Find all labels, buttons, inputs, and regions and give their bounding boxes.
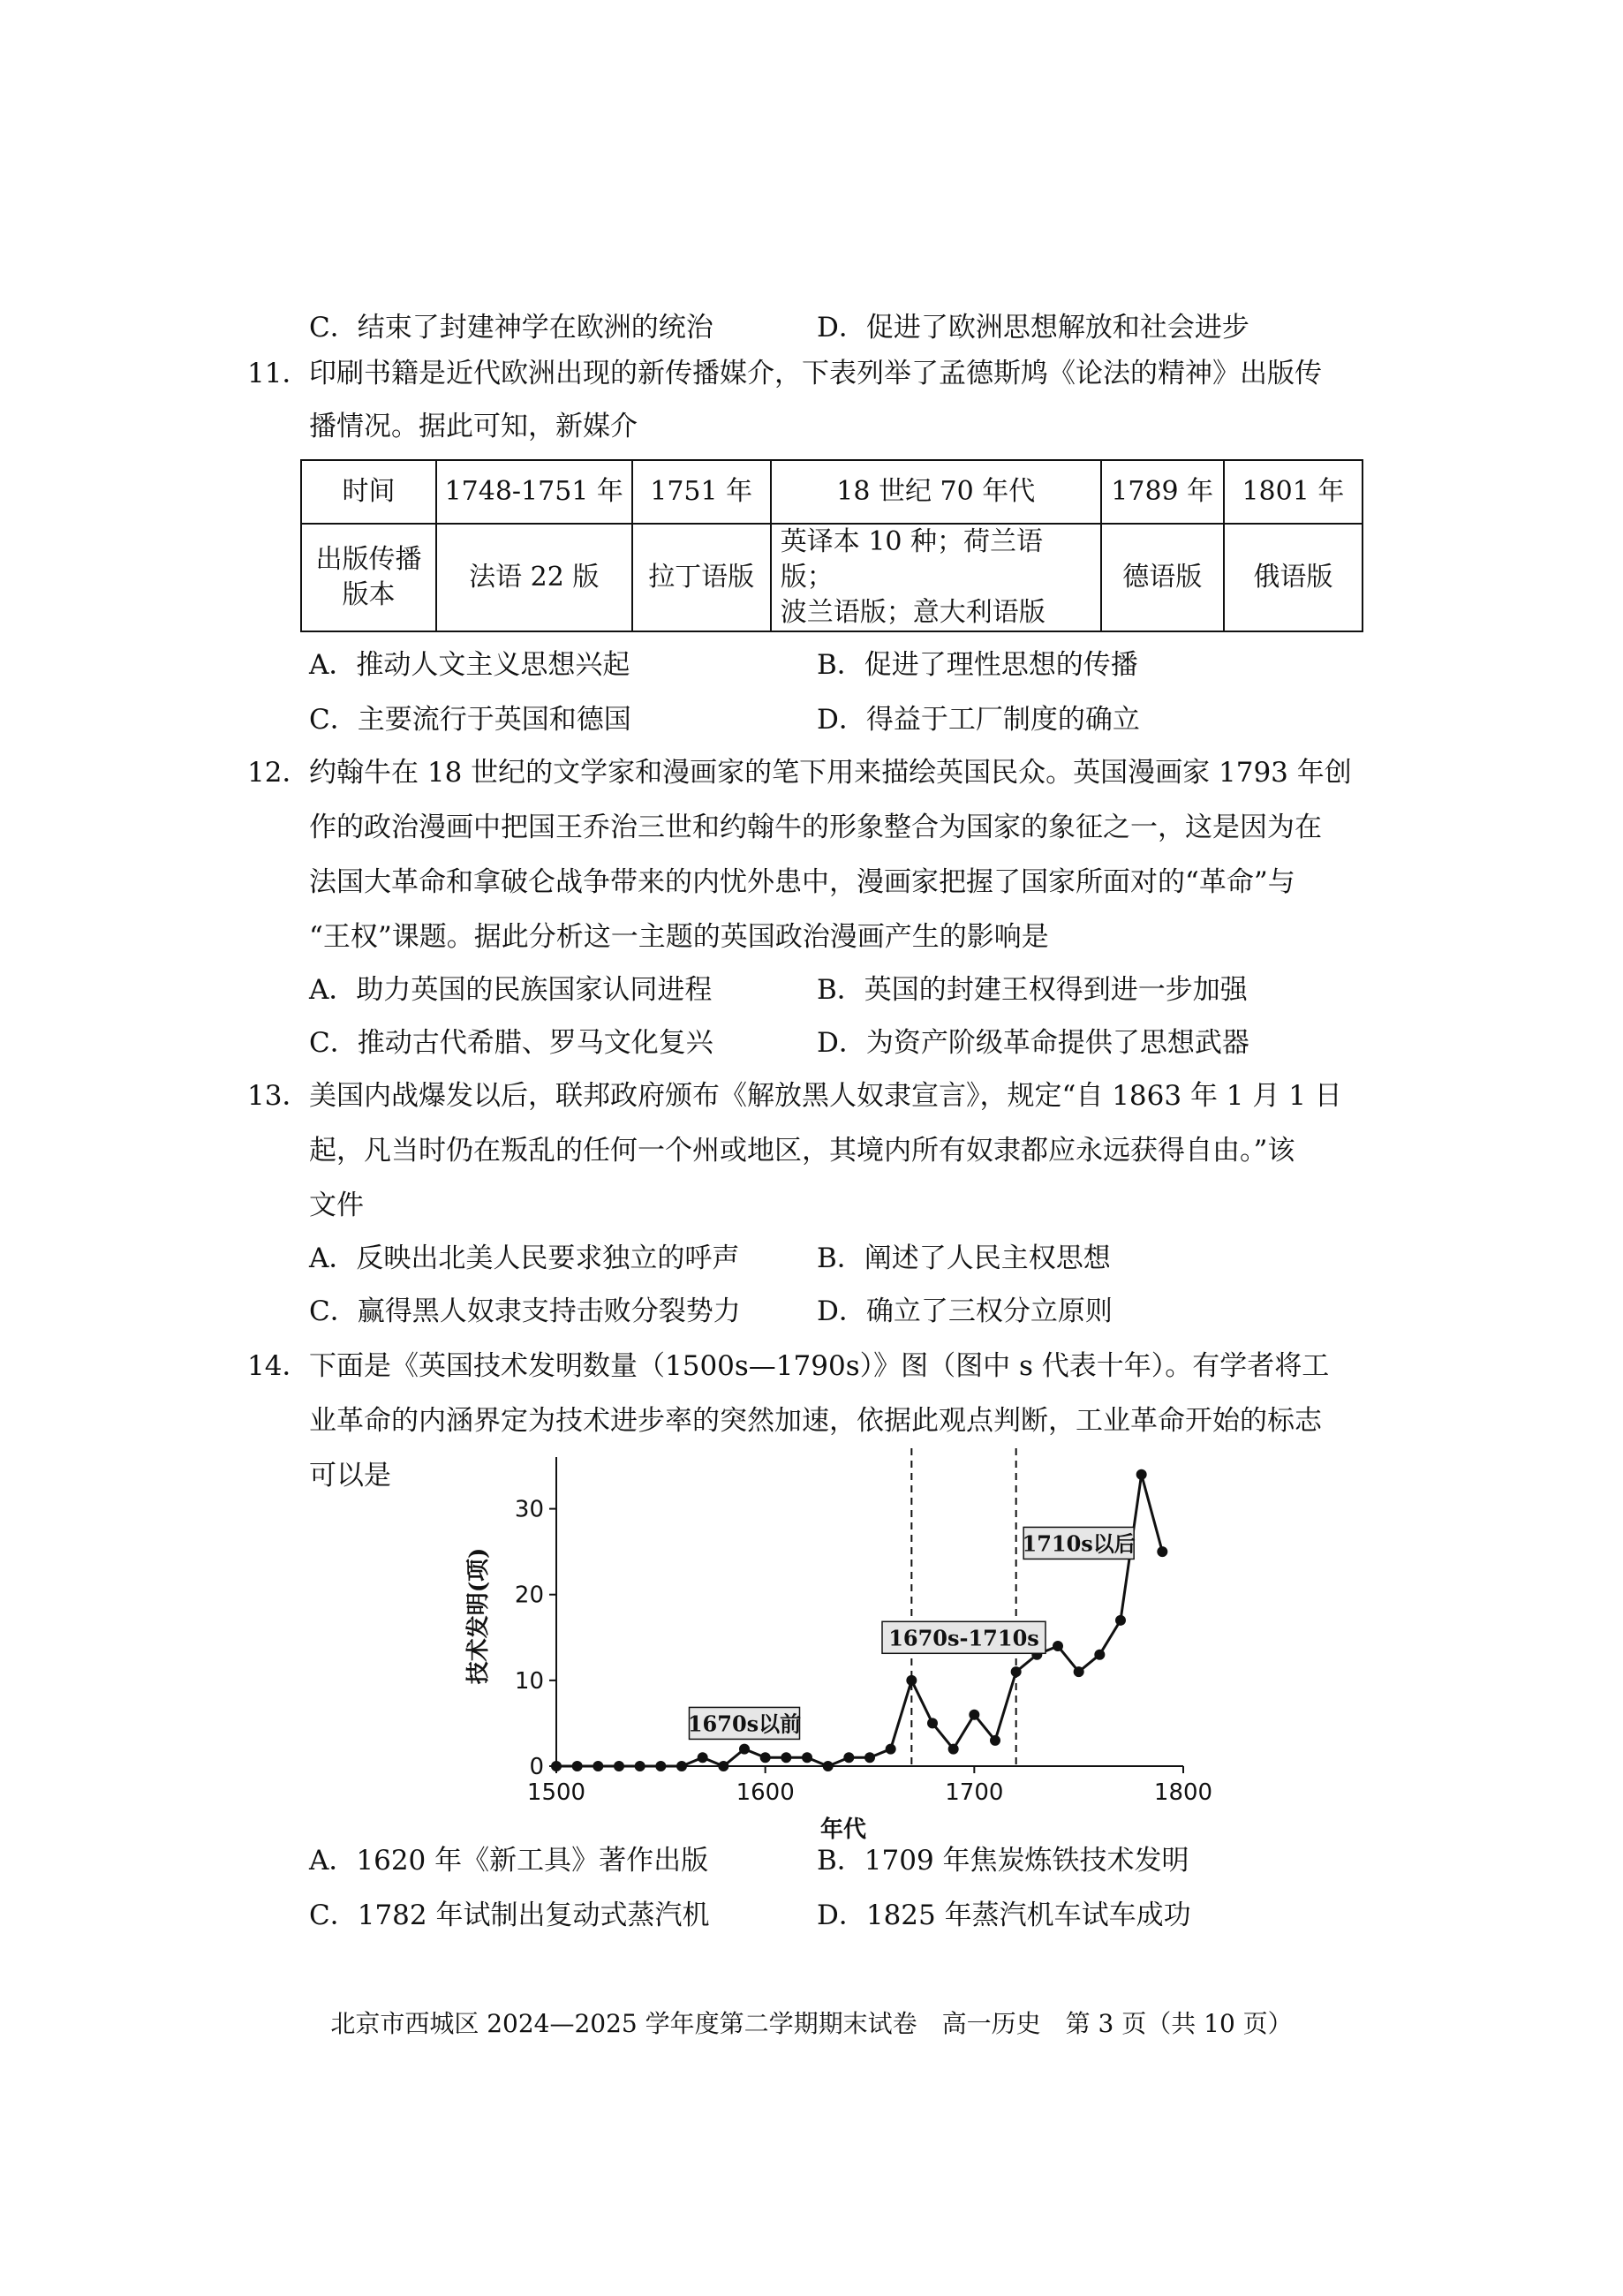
q13-stem-line1: 美国内战爆发以后，联邦政府颁布《解放黑人奴隶宣言》，规定“自 1863 年 1 月 1 日 [309,1080,1342,1112]
x-axis-label: 年代 [819,1816,867,1843]
y-tick-label: 0 [529,1754,544,1780]
data-point [990,1735,1000,1746]
table-row-label [301,524,436,631]
q12-option-a: A．助力英国的民族国家认同进程 [309,974,713,1006]
q12-stem-line1: 约翰牛在 18 世纪的文学家和漫画家的笔下用来描绘英国民众。英国漫画家 1793 年创 [309,757,1352,789]
q14-option-d: D．1825 年蒸汽机车试车成功 [817,1899,1191,1931]
q13-number: 13． [247,1080,310,1112]
data-point [551,1761,562,1771]
x-tick-label: 1600 [736,1779,795,1806]
q14-stem-line2: 业革命的内涵界定为技术进步率的突然加速，依据此观点判断，工业革命开始的标志 [309,1405,1322,1437]
table-header-cell: 1801 年 [1224,460,1363,524]
x-tick-label: 1500 [526,1779,586,1806]
table-header-cell: 1789 年 [1101,460,1224,524]
row-label-line2: 版本 [342,579,396,610]
q13-option-c: C．赢得黑人奴隶支持击败分裂势力 [309,1295,741,1327]
data-point [823,1761,834,1771]
q11-stem-line1: 印刷书籍是近代欧洲出现的新传播媒介，下表列举了孟德斯鸠《论法的精神》出版传 [309,358,1322,389]
period-annotation-label: 1670s以前 [687,1711,802,1737]
data-point [593,1761,603,1771]
q10-option-c: C．结束了封建神学在欧洲的统治 [309,312,713,344]
q11-option-b: B．促进了理性思想的传播 [817,649,1138,681]
q10-option-d: D．促进了欧洲思想解放和社会进步 [817,312,1249,344]
data-point [1074,1666,1084,1677]
data-point [906,1675,917,1686]
data-point [739,1744,750,1755]
q11-option-c: C．主要流行于英国和德国 [309,704,631,736]
q14-stem-line1: 下面是《英国技术发明数量（1500s—1790s）》图（图中 s 代表十年）。有学者将工 [309,1350,1330,1382]
q12-number: 12． [247,757,310,789]
data-point [781,1752,791,1763]
table-row [301,524,1363,631]
table-cell: 俄语版 [1224,524,1363,631]
period-annotation-label: 1710s以后 [1022,1530,1136,1557]
data-point [635,1761,645,1771]
data-point [572,1761,583,1771]
q12-option-d: D．为资产阶级革命提供了思想武器 [817,1027,1249,1059]
page-footer: 北京市西城区 2024—2025 学年度第二学期期末试卷 高一历史 第 3 页（共 10 页） [330,2009,1293,2038]
table-header-cell: 1748-1751 年 [436,460,632,524]
y-tick-label: 30 [514,1496,544,1523]
x-tick-label: 1800 [1153,1779,1213,1806]
data-point [1157,1546,1167,1557]
inventions-chart [459,1448,1219,1846]
q11-option-d: D．得益于工厂制度的确立 [817,704,1140,736]
inventions-line-chart [459,1448,1219,1846]
q12-stem-line2: 作的政治漫画中把国王乔治三世和约翰牛的形象整合为国家的象征之一，这是因为在 [309,812,1322,843]
table-cell: 拉丁语版 [632,524,771,631]
table-header-cell: 18 世纪 70 年代 [771,460,1101,524]
table-cell-line2: 波兰语版；意大利语版 [780,597,1046,628]
x-tick-label: 1700 [945,1779,1004,1806]
y-tick-label: 10 [514,1667,544,1695]
q12-option-b: B．英国的封建王权得到进一步加强 [817,974,1248,1006]
data-point [1115,1615,1126,1626]
data-point [864,1752,875,1763]
q13-stem-line2: 起，凡当时仍在叛乱的任何一个州或地区，其境内所有奴隶都应永远获得自由。”该 [309,1135,1295,1167]
q14-option-c: C．1782 年试制出复动式蒸汽机 [309,1899,710,1931]
q14-option-a: A．1620 年《新工具》著作出版 [309,1845,709,1877]
data-point [760,1752,771,1763]
data-point [614,1761,624,1771]
q11-stem-line2: 播情况。据此可知，新媒介 [309,411,638,442]
q13-option-a: A．反映出北美人民要求独立的呼声 [309,1242,740,1274]
q13-option-d: D．确立了三权分立原则 [817,1295,1113,1327]
table-cell [771,524,1101,631]
table-header-row [301,460,1363,524]
data-point [1011,1666,1022,1677]
data-point [886,1744,896,1755]
q14-number: 14． [247,1350,310,1382]
table-header-cell: 1751 年 [632,460,771,524]
data-point [969,1710,979,1720]
q13-stem-line3: 文件 [309,1190,364,1221]
table-cell: 法语 22 版 [436,524,632,631]
data-point [948,1744,959,1755]
q12-option-c: C．推动古代希腊、罗马文化复兴 [309,1027,713,1059]
q12-stem-line3: 法国大革命和拿破仑战争带来的内忧外患中，漫画家把握了国家所面对的“革命”与 [309,866,1295,898]
q14-option-b: B．1709 年焦炭炼铁技术发明 [817,1845,1189,1877]
data-point [718,1761,728,1771]
table-cell-line1: 英译本 10 种；荷兰语版； [780,526,1044,593]
data-point [927,1718,938,1728]
series-line [556,1475,1162,1766]
q11-number: 11． [247,358,310,389]
data-point [655,1761,666,1771]
data-point [1053,1641,1063,1651]
period-annotation-label: 1670s-1710s [888,1625,1039,1651]
data-point [1136,1469,1147,1480]
q11-publication-table [300,459,1363,632]
data-point [698,1752,708,1763]
data-point [802,1752,812,1763]
table-cell: 德语版 [1101,524,1224,631]
data-point [676,1761,687,1771]
row-label-line1: 出版传播 [315,544,422,575]
q13-option-b: B．阐述了人民主权思想 [817,1242,1111,1274]
data-point [1094,1650,1105,1660]
y-axis-label: 技术发明(项) [465,1547,492,1685]
q12-stem-line4: “王权”课题。据此分析这一主题的英国政治漫画产生的影响是 [309,921,1049,953]
q14-stem-line3: 可以是 [309,1460,391,1492]
q11-option-a: A．推动人文主义思想兴起 [309,649,630,681]
data-point [843,1752,854,1763]
y-tick-label: 20 [514,1582,544,1609]
table-header-cell: 时间 [301,460,436,524]
